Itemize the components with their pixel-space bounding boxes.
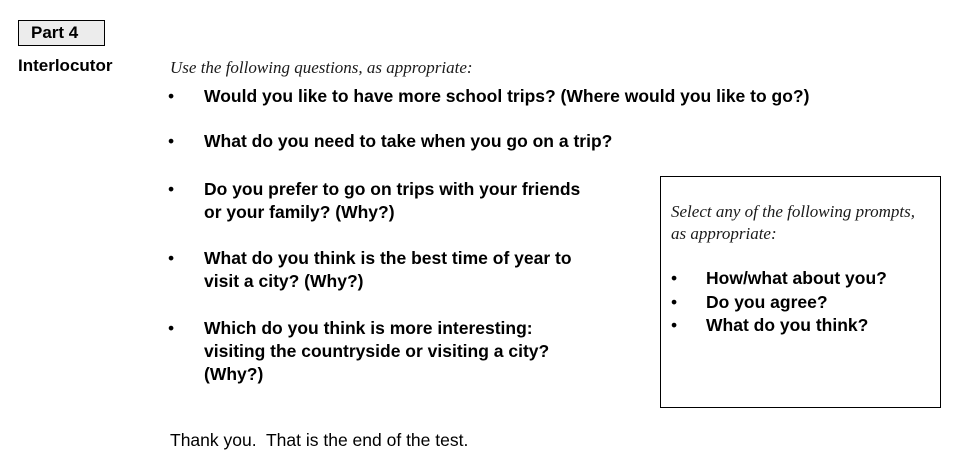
question-text bbox=[204, 130, 612, 153]
question-line: visit a city? (Why?) bbox=[204, 271, 364, 291]
bullet-icon: • bbox=[168, 318, 175, 338]
bullet-icon: • bbox=[671, 292, 678, 312]
prompt-text: What do you think? bbox=[706, 315, 869, 335]
question-text bbox=[204, 178, 580, 224]
instruction-text: Use the following questions, as appropriate: bbox=[170, 58, 473, 77]
bullet-icon: • bbox=[168, 248, 175, 268]
question-line: What do you need to take when you go on a trip? bbox=[204, 131, 613, 151]
bullet-icon: • bbox=[168, 179, 175, 199]
prompt-text: How/what about you? bbox=[706, 268, 887, 288]
bullet-icon: • bbox=[671, 315, 678, 335]
question-text bbox=[204, 317, 549, 386]
question-line: Would you like to have more school trips? (Where would you like to go?) bbox=[204, 86, 810, 106]
bullet-icon: • bbox=[168, 86, 175, 106]
role-label: Interlocutor bbox=[18, 56, 113, 75]
bullet-icon: • bbox=[671, 268, 678, 288]
question-line: Which do you think is more interesting: bbox=[204, 318, 533, 338]
part-label: Part 4 bbox=[18, 20, 105, 46]
question-line: What do you think is the best time of year to bbox=[204, 248, 572, 268]
bullet-icon: • bbox=[168, 131, 175, 151]
question-text bbox=[204, 247, 572, 293]
prompts-box bbox=[660, 176, 941, 408]
prompts-instruction: Select any of the following prompts, as appropriate: bbox=[671, 202, 915, 243]
question-line: Do you prefer to go on trips with your friends bbox=[204, 179, 581, 199]
question-text bbox=[204, 85, 809, 108]
question-line: (Why?) bbox=[204, 364, 264, 384]
question-line: visiting the countryside or visiting a city? bbox=[204, 341, 550, 361]
closing-text: Thank you. That is the end of the test. bbox=[170, 430, 469, 450]
prompt-text: Do you agree? bbox=[706, 292, 828, 312]
question-line: or your family? (Why?) bbox=[204, 202, 395, 222]
